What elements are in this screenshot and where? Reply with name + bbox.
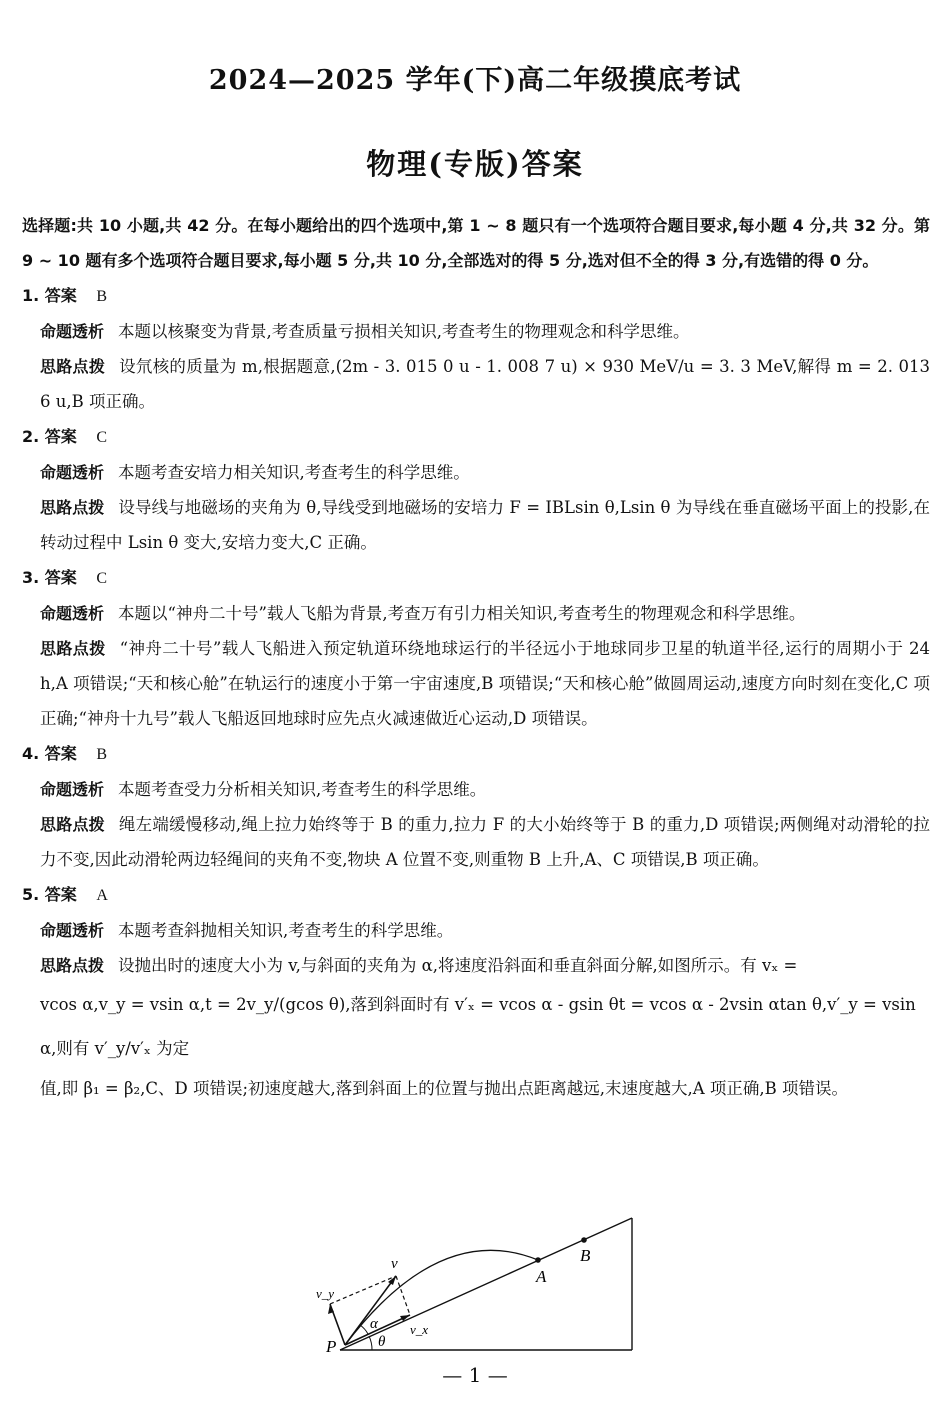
hint-paragraph <box>22 349 930 419</box>
page-number: — 1 — <box>442 1363 508 1387</box>
question-number: 2. <box>22 427 40 446</box>
answer-line <box>22 877 930 913</box>
label-theta: θ <box>378 1334 386 1350</box>
theta-arc <box>369 1336 372 1350</box>
hint-text: 设氘核的质量为 m,根据题意,(2m - 3. 015 0 u - 1. 008 7 u) × 930 MeV/u = 3. 3 MeV,解得 m = 2. 013 6 u,B 项正确。 <box>40 357 930 411</box>
hint-text: 设导线与地磁场的夹角为 θ,导线受到地磁场的安培力 F = IBLsin θ,Lsin θ 为导线在垂直磁场平面上的投影,在转动过程中 Lsin θ 变大,安培力变大,C 正确。 <box>40 498 930 552</box>
analysis-label: 命题透析 <box>40 780 105 799</box>
hint-paragraph <box>22 948 930 983</box>
hint-label: 思路点拨 <box>40 357 106 376</box>
question-number: 4. <box>22 744 40 763</box>
section-intro: 选择题:共 10 小题,共 42 分。在每小题给出的四个选项中,第 1 ~ 8 题只有一个选项符合题目要求,每小题 4 分,共 32 分。第 9 ~ 10 题有多个选项符合题目要求,每小题 5 分,共 10 分,全部选对的得 5 分,选对但不全的得 3 分,有选错的得 0 分。 <box>22 216 930 270</box>
label-a: A <box>536 1267 547 1286</box>
analysis-paragraph <box>22 772 930 807</box>
analysis-text: 本题考查斜抛相关知识,考查考生的科学思维。 <box>118 921 454 940</box>
analysis-paragraph <box>22 314 930 349</box>
point-b-dot <box>581 1237 587 1243</box>
answer-line <box>22 560 930 596</box>
point-a-dot <box>535 1257 541 1263</box>
question-block <box>22 877 930 1106</box>
velocity-arrowhead <box>388 1276 396 1285</box>
answer-value: B <box>96 288 108 305</box>
incline-line <box>340 1218 632 1350</box>
hint-label: 思路点拨 <box>40 639 106 658</box>
alpha-arc <box>360 1325 368 1334</box>
hint-label: 思路点拨 <box>40 498 105 517</box>
answer-value: C <box>96 570 108 587</box>
answer-key-title: 物理(专版)答案 <box>366 147 584 181</box>
answer-value: A <box>96 887 108 904</box>
question-block <box>22 419 930 560</box>
question-block <box>22 736 930 877</box>
label-p: P <box>326 1337 337 1356</box>
answer-value: B <box>96 746 108 763</box>
analysis-label: 命题透析 <box>40 322 105 341</box>
analysis-text: 本题考查受力分析相关知识,考查考生的科学思维。 <box>118 780 487 799</box>
analysis-label: 命题透析 <box>40 921 105 940</box>
hint-paragraph <box>22 807 930 877</box>
question-number: 3. <box>22 568 40 587</box>
answer-value: C <box>96 429 108 446</box>
answer-label: 答案 <box>44 568 77 587</box>
hint-formula-line: vcos α,v_y = vsin α,t = 2v_y/(gcos θ),落到斜面时有 v′ₓ = vcos α - gsin θt = vcos α - 2vsin αtan θ,v′_y = vsin α,则有 v′_y/v′ₓ 为定 <box>40 995 916 1058</box>
question-block <box>22 560 930 736</box>
projectile-incline-diagram <box>300 1210 640 1360</box>
hint-paragraph <box>22 631 930 736</box>
answer-label: 答案 <box>44 744 77 763</box>
analysis-text: 本题考查安培力相关知识,考查考生的科学思维。 <box>118 463 470 482</box>
label-alpha: α <box>370 1316 378 1332</box>
label-v: v <box>391 1256 398 1272</box>
analysis-text: 本题以核聚变为背景,考查质量亏损相关知识,考查考生的物理观念和科学思维。 <box>118 322 690 341</box>
answer-line <box>22 278 930 314</box>
analysis-text: 本题以“神舟二十号”载人飞船为背景,考查万有引力相关知识,考查考生的物理观念和科学思维。 <box>118 604 806 623</box>
answer-line <box>22 419 930 455</box>
question-number: 5. <box>22 885 40 904</box>
label-b: B <box>580 1246 591 1265</box>
hint-text: “神舟二十号”载人飞船进入预定轨道环绕地球运行的半径远小于地球同步卫星的轨道半径,运行的周期小于 24 h,A 项错误;“天和核心舱”在轨运行的速度小于第一宇宙速度,B 项错误;“天和核心舱”做圆周运动,速度方向时刻在变化,C 项正确;“神舟十九号”载人飞船返回地球时应先点火减速做近心运动,D 项错误。 <box>40 639 930 728</box>
dashed-line <box>396 1276 410 1315</box>
question-number: 1. <box>22 286 40 305</box>
question-block <box>22 278 930 419</box>
answer-label: 答案 <box>44 286 77 305</box>
hint-text: 绳左端缓慢移动,绳上拉力始终等于 B 的重力,拉力 F 的大小始终等于 B 的重力,D 项错误;两侧绳对动滑轮的拉力不变,因此动滑轮两边轻绳间的夹角不变,物块 A 位置不变,则重物 B 上升,A、C 项错误,B 项正确。 <box>40 815 930 869</box>
answer-label: 答案 <box>44 427 77 446</box>
label-vy: v_y <box>316 1286 335 1301</box>
hint-label: 思路点拨 <box>40 956 105 975</box>
hint-paragraph <box>22 490 930 560</box>
analysis-paragraph <box>22 596 930 631</box>
label-vx: v_x <box>410 1322 429 1337</box>
analysis-paragraph <box>22 913 930 948</box>
hint-label: 思路点拨 <box>40 815 105 834</box>
answer-content <box>22 208 930 1106</box>
answer-line <box>22 736 930 772</box>
answer-label: 答案 <box>44 885 77 904</box>
analysis-paragraph <box>22 455 930 490</box>
analysis-label: 命题透析 <box>40 463 105 482</box>
hint-text: 设抛出时的速度大小为 v,与斜面的夹角为 α,将速度沿斜面和垂直斜面分解,如图所示。有 vₓ = <box>118 956 798 975</box>
analysis-label: 命题透析 <box>40 604 105 623</box>
hint-conclusion: 值,即 β₁ = β₂,C、D 项错误;初速度越大,落到斜面上的位置与抛出点距离越远,末速度越大,A 项正确,B 项错误。 <box>40 1079 849 1098</box>
exam-title: 2024—2025 学年(下)高二年级摸底考试 <box>208 65 742 96</box>
